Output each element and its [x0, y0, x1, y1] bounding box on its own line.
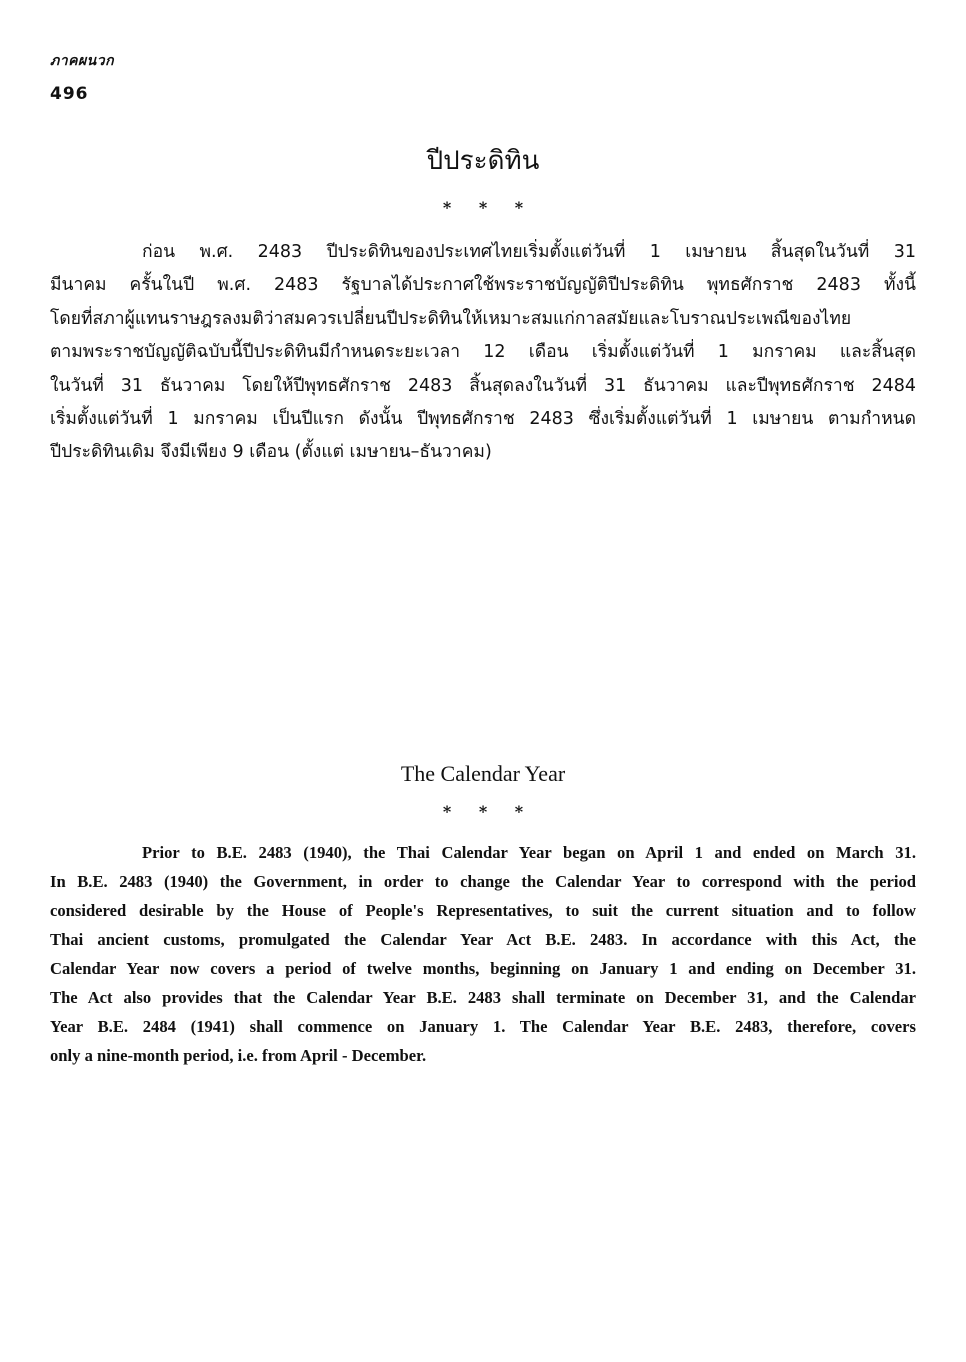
- english-paragraph: [50, 838, 916, 1070]
- thai-paragraph: [50, 236, 916, 470]
- thai-line: ปีประดิทินเดิม จึงมีเพียง 9 เดือน (ตั้งแต่ เมษายน–ธันวาคม): [50, 442, 492, 463]
- page-number: 496: [50, 84, 89, 104]
- thai-heading: ปีประดิทิน: [426, 146, 540, 176]
- thai-line: มีนาคม ครั้นในปี พ.ศ. 2483 รัฐบาลได้ประกาศใช้พระราชบัญญัติปีประดิทิน พุทธศักราช 2483 ทั้งนี้: [50, 275, 916, 296]
- thai-line: โดยที่สภาผู้แทนราษฎรลงมติว่าสมควรเปลี่ยนปีประดิทินให้เหมาะสมแก่กาลสมัยและโบราณประเพณีของไทย: [50, 308, 852, 329]
- english-line: Prior to B.E. 2483 (1940), the Thai Calendar Year began on April 1 and ended on March 31.: [142, 843, 916, 862]
- english-heading: The Calendar Year: [400, 761, 566, 786]
- english-line: considered desirable by the House of People's Representatives, to suit the current situation and to follow: [50, 901, 916, 920]
- english-line: Thai ancient customs, promulgated the Calendar Year Act B.E. 2483. In accordance with this Act, the: [50, 930, 916, 949]
- thai-line: ก่อน พ.ศ. 2483 ปีประดิทินของประเทศไทยเริ่มตั้งแต่วันที่ 1 เมษายน สิ้นสุดในวันที่ 31: [142, 242, 916, 262]
- thai-line: ในวันที่ 31 ธันวาคม โดยให้ปีพุทธศักราช 2483 สิ้นสุดลงในวันที่ 31 ธันวาคม และปีพุทธศักราช 2484: [50, 375, 916, 396]
- thai-line: ตามพระราชบัญญัติฉบับนี้ปีประดิทินมีกำหนดระยะเวลา 12 เดือน เริ่มตั้งแต่วันที่ 1 มกราคม และสิ้นสุด: [50, 342, 916, 363]
- english-line: only a nine-month period, i.e. from April - December.: [50, 1046, 427, 1065]
- thai-separator: * * *: [442, 198, 524, 217]
- thai-line: เริ่มตั้งแต่วันที่ 1 มกราคม เป็นปีแรก ดังนั้น ปีพุทธศักราช 2483 ซึ่งเริ่มตั้งแต่วันที่ 1 เมษายน ตามกำหนด: [50, 409, 916, 430]
- english-line: In B.E. 2483 (1940) the Government, in order to change the Calendar Year to correspond with the period: [50, 872, 916, 891]
- english-line: Year B.E. 2484 (1941) shall commence on January 1. The Calendar Year B.E. 2483, therefore, covers: [50, 1017, 916, 1036]
- english-separator: * * *: [442, 802, 524, 821]
- section-label: ภาคผนวก: [50, 53, 115, 69]
- english-line: Calendar Year now covers a period of twelve months, beginning on January 1 and ending on December 31.: [50, 959, 916, 978]
- english-line: The Act also provides that the Calendar Year B.E. 2483 shall terminate on December 31, and the Calendar: [50, 988, 916, 1007]
